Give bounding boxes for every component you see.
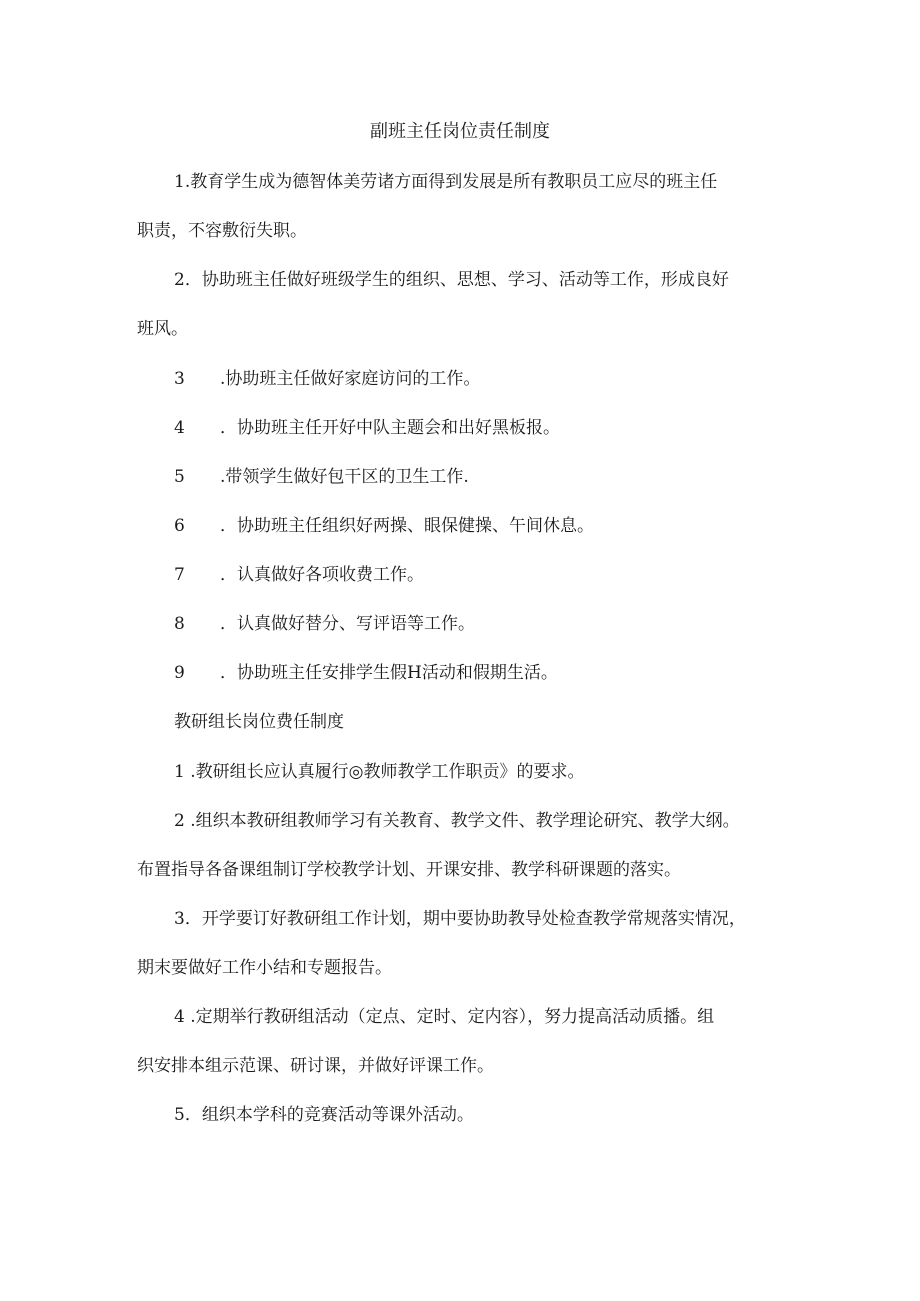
s1-item7-number: 7: [174, 565, 185, 585]
document-title: 副班主任岗位责任制度: [370, 121, 550, 142]
s1-item1-line2: 职责，不容敷衍失职。: [137, 221, 307, 241]
s1-item9-text: ．协助班主任安排学生假H活动和假期生活。: [220, 663, 558, 683]
s1-item4-text: ．协助班主任开好中队主题会和出好黑板报。: [220, 418, 560, 438]
s2-item3-line1: 3．开学要订好教研组工作计划，期中要协助教导处检查教学常规落实情况，: [174, 909, 746, 929]
s1-item5-number: 5: [174, 467, 185, 487]
s1-item6-number: 6: [174, 516, 185, 536]
s1-item8-text: ．认真做好替分、写评语等工作。: [220, 614, 475, 634]
s1-item7-text: ．认真做好各项收费工作。: [220, 565, 424, 585]
s1-item2-line1: 2．协助班主任做好班级学生的组织、思想、学习、活动等工作，形成良好: [174, 270, 729, 290]
s1-item9-number: 9: [174, 663, 185, 683]
s2-item1: 1 .教研组长应认真履行◎教师教学工作职贡》的要求。: [174, 762, 585, 782]
s1-item5-text: .带领学生做好包干区的卫生工作.: [220, 467, 469, 487]
s2-item3-line2: 期末要做好工作小结和专题报告。: [137, 958, 392, 978]
s1-item6-text: ．协助班主任组织好两操、眼保健操、午间休息。: [220, 516, 594, 536]
s2-item2-line2: 布置指导各备课组制订学校教学计划、开课安排、教学科研课题的落实。: [137, 860, 681, 880]
s1-item1-line1: 1.教育学生成为德智体美劳诸方面得到发展是所有教职员工应尽的班主任: [174, 172, 718, 192]
s1-item3-text: .协助班主任做好家庭访问的工作。: [220, 369, 481, 389]
s1-item2-line2: 班风。: [137, 319, 188, 339]
s1-item3-number: 3: [174, 369, 185, 389]
s2-item4-line2: 织安排本组示范课、研讨课，并做好评课工作。: [137, 1056, 494, 1076]
s2-item4-line1: 4 .定期举行教研组活动（定点、定时、定内容），努力提高活动质播。组: [174, 1007, 715, 1027]
s1-item4-number: 4: [174, 418, 185, 438]
s2-heading: 教研组长岗位费任制度: [174, 712, 344, 732]
s2-item5: 5．组织本学科的竞赛活动等课外活动。: [174, 1105, 474, 1125]
s1-item8-number: 8: [174, 614, 185, 634]
s2-item2-line1: 2 .组织本教研组教师学习有关教育、教学文件、教学理论研究、教学大纲。: [174, 811, 740, 831]
